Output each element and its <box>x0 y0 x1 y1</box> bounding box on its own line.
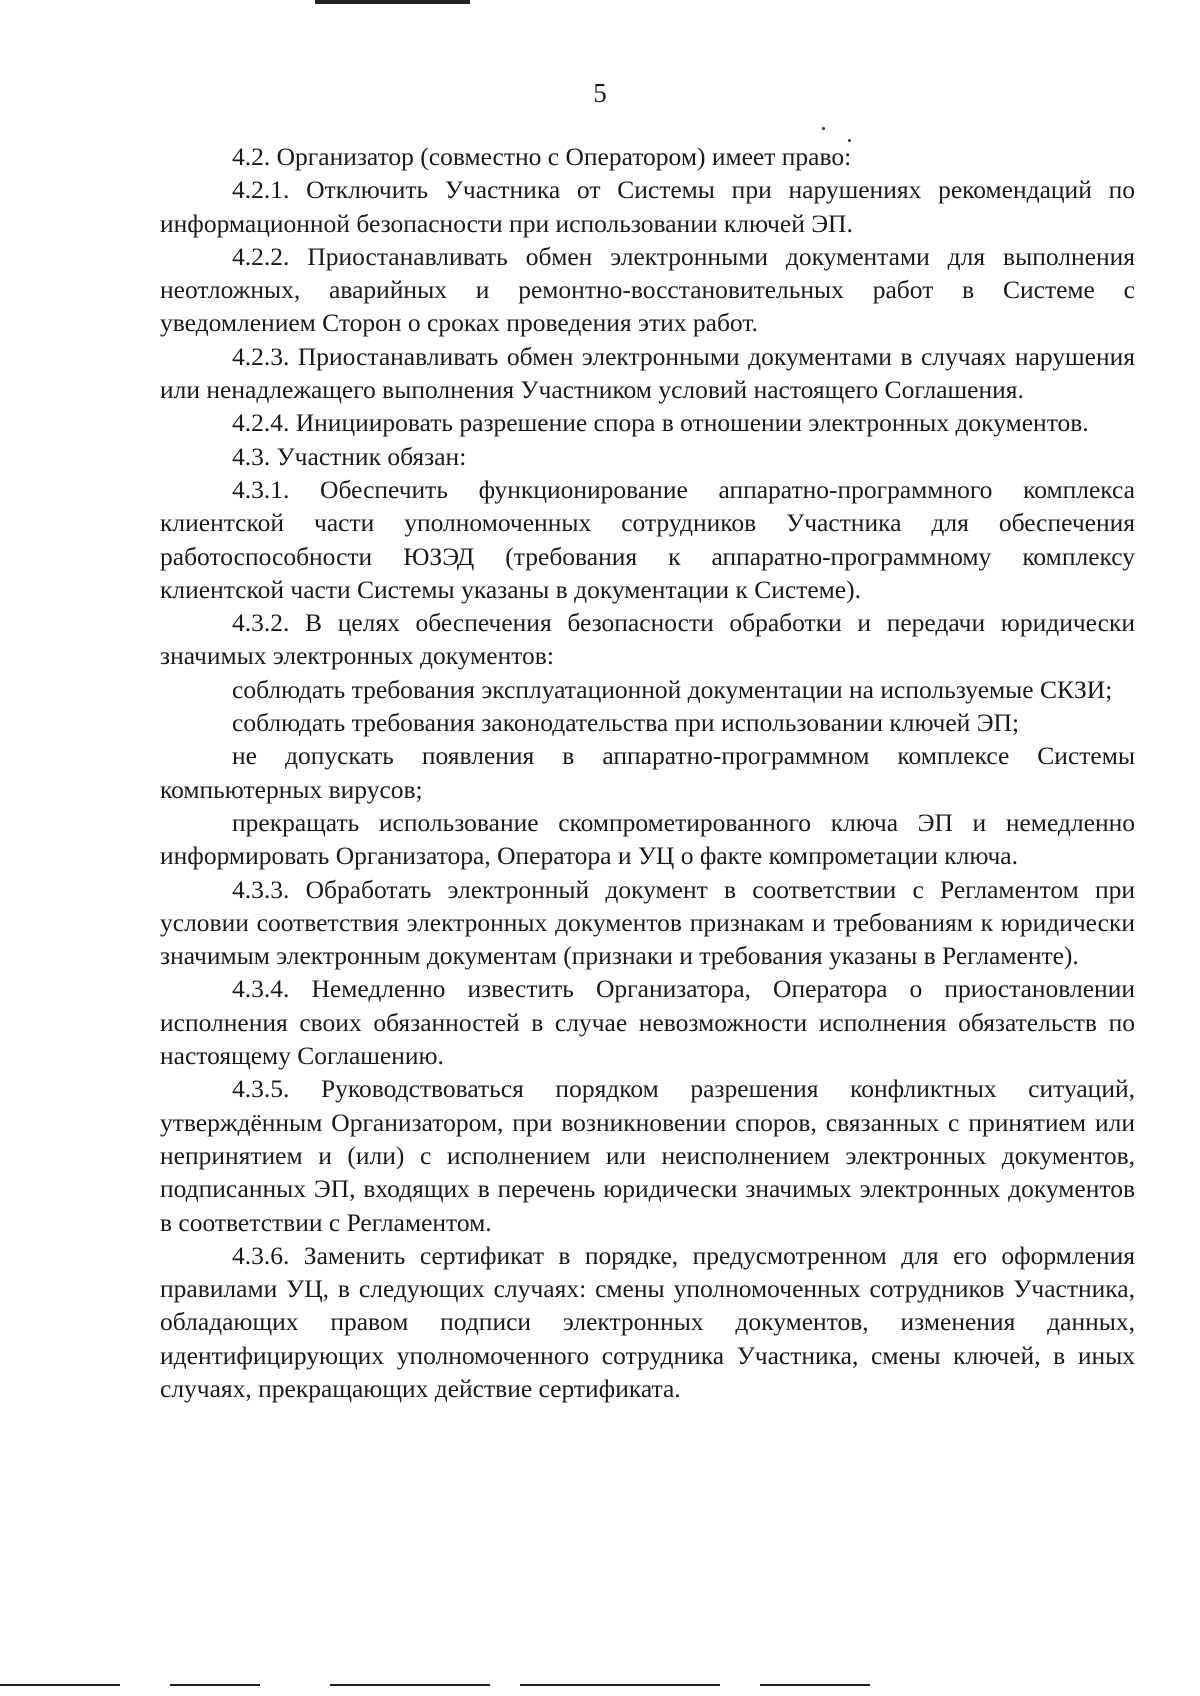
page-number: 5 <box>593 78 607 108</box>
list-item-compromised-key: прекращать использование скомпрометированного ключа ЭП и немедленно информировать Организатора, Оператора и УЦ о факте компрометации ключа. <box>160 807 1135 871</box>
paragraph-4-3-2: 4.3.2. В целях обеспечения безопасности обработки и передачи юридически значимых электронных документов: <box>160 608 1135 671</box>
paragraph-4-3-3: 4.3.3. Обработать электронный документ в соответствии с Регламентом при условии соответствия электронных документов признакам и требованиям к юридически значимым электронным документам (признаки и требования указаны в Регламенте). <box>160 874 1135 971</box>
paragraph-4-3-6: 4.3.6. Заменить сертификат в порядке, предусмотренном для его оформления правилами УЦ, в следующих случаях: смены уполномоченных сотрудников Участника, обладающих правом подписи электронных документов, изменения данных, идентифицирующих уполномоченного сотрудника Участника, смены ключей, в иных случаях, прекращающих действие сертификата. <box>160 1240 1135 1403</box>
document-body <box>160 140 1135 1405</box>
scan-artifact-bottom <box>330 1684 490 1686</box>
scan-artifact-bottom <box>520 1684 720 1686</box>
paragraph-4-2-2: 4.2.2. Приостанавливать обмен электронными документами для выполнения неотложных, аварийных и ремонтно-восстановительных работ в Системе с уведомлением Сторон о сроках проведения этих работ. <box>160 241 1135 338</box>
paragraph-4-3-1: 4.3.1. Обеспечить функционирование аппаратно-программного комплекса клиентской части уполномоченных сотрудников Участника для обеспечения работоспособности ЮЗЭД (требования к аппаратно-программному комплексу клиентской части Системы указаны в документации к Системе). <box>160 474 1135 604</box>
scan-artifact-bottom <box>170 1684 260 1686</box>
paragraph-4-2-3: 4.2.3. Приостанавливать обмен электронными документами в случаях нарушения или ненадлежащего выполнения Участником условий настоящего Соглашения. <box>160 341 1135 405</box>
scan-artifact-bottom <box>0 1684 120 1686</box>
list-item-legislation: соблюдать требования законодательства при использовании ключей ЭП; <box>232 708 1020 738</box>
scan-artifact-top <box>315 0 470 4</box>
scan-artifact-bottom <box>760 1684 870 1686</box>
paragraph-4-2-4: 4.2.4. Инициировать разрешение спора в отношении электронных документов. <box>232 408 1089 438</box>
paragraph-4-2: 4.2. Организатор (совместно с Оператором) имеет право: <box>232 142 852 171</box>
paragraph-4-3: 4.3. Участник обязан: <box>232 441 467 471</box>
paragraph-4-2-1: 4.2.1. Отключить Участника от Системы при нарушениях рекомендаций по информационной безопасности при использовании ключей ЭП. <box>160 175 1135 238</box>
paragraph-4-3-5: 4.3.5. Руководствоваться порядком разрешения конфликтных ситуаций, утверждённым Организатором, при возникновении споров, связанных с принятием или непринятием и (или) с исполнением или неисполнением электронных документов, подписанных ЭП, входящих в перечень юридически значимых электронных документов в соответствии с Регламентом. <box>160 1074 1135 1237</box>
paragraph-4-3-4: 4.3.4. Немедленно известить Организатора, Оператора о приостановлении исполнения своих обязанностей в случае невозможности исполнения обязательств по настоящему Соглашению. <box>160 974 1135 1071</box>
list-item-viruses: не допускать появления в аппаратно-программном комплексе Системы компьютерных вирусов; <box>160 741 1135 804</box>
list-item-skzi: соблюдать требования эксплуатационной документации на используемые СКЗИ; <box>232 674 1113 704</box>
